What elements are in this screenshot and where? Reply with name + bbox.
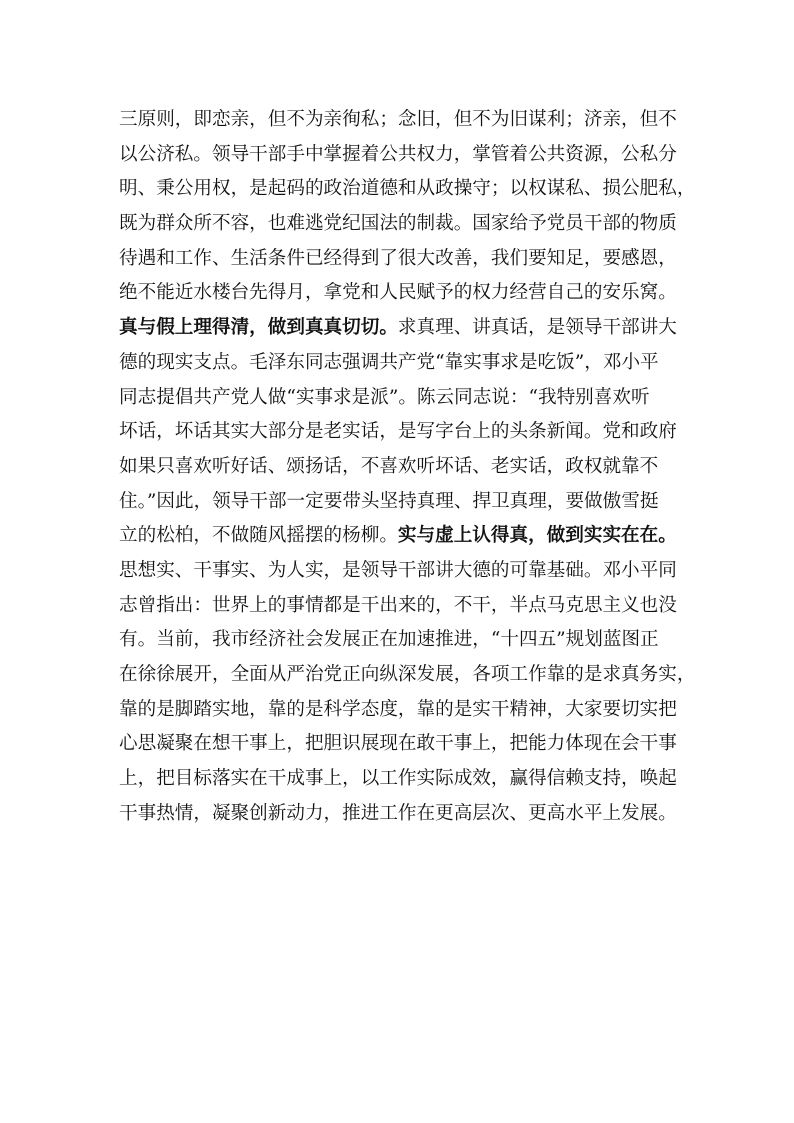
bold-heading-text: 实与虚上认得真，做到实实在在。 [397,525,677,547]
text-line [119,450,699,485]
text-line [119,276,699,311]
text-segment: 三原则，即恋亲，但不为亲徇私；念旧，但不为旧谋利；济亲，但不 [119,109,677,130]
text-segment: 明、秉公用权，是起码的政治道德和从政操守；以权谋私、损公肥私， [119,178,696,200]
text-line [119,589,699,624]
text-segment: 以公济私。领导干部手中掌握着公共权力，掌管着公共资源，公私分 [119,143,677,165]
text-segment: 上，把目标落实在干成事上，以工作实际成效，赢得信赖支持，唤起 [119,768,677,790]
text-line [119,485,699,520]
text-segment: 同志提倡共产党人做“实事求是派”。陈云同志说：“我特别喜欢听 [119,386,650,408]
text-segment: 绝不能近水楼台先得月，拿党和人民赋予的权力经营自己的安乐窝。 [119,282,677,304]
bold-heading-text: 真与假上理得清，做到真真切切。 [119,317,398,339]
text-line [119,727,699,762]
text-segment: 有。当前，我市经济社会发展正在加速推进，“十四五”规划蓝图正 [119,629,659,651]
body-text [119,103,699,831]
text-segment: 思想实、干事实、为人实，是领导干部讲大德的可靠基础。邓小平同 [119,559,677,581]
text-line [119,658,699,693]
text-line [119,172,699,207]
text-line [119,797,699,832]
text-line [119,554,699,589]
text-line [119,242,699,277]
text-segment: 住。”因此，领导干部一定要带头坚持真理、捍卫真理，要做傲雪挺 [119,490,659,512]
text-segment: 德的现实支点。毛泽东同志强调共产党“靠实事求是吃饭”，邓小平 [119,351,659,373]
text-segment: 立的松柏，不做随风摇摆的杨柳。 [119,525,398,547]
text-segment: 心思凝聚在想干事上，把胆识展现在敢干事上，把能力体现在会干事 [119,733,677,755]
text-line [119,381,699,416]
text-segment: 求真理、讲真话，是领导干部讲大 [397,317,677,339]
text-line [119,415,699,450]
text-line [119,762,699,797]
text-line [119,623,699,658]
text-segment: 靠的是脚踏实地，靠的是科学态度，靠的是实干精神，大家要切实把 [119,698,677,720]
text-line [119,346,699,381]
text-line [119,519,699,554]
text-line [119,693,699,728]
text-line [119,103,699,138]
text-segment: 志曾指出：世界上的事情都是干出来的，不干，半点马克思主义也没 [119,594,677,616]
text-segment: 坏话，坏话其实大部分是老实话，是写字台上的头条新闻。党和政府 [119,421,677,443]
text-line [119,311,699,346]
text-line [119,207,699,242]
text-segment: 待遇和工作、生活条件已经得到了很大改善，我们要知足，要感恩， [119,247,677,269]
text-segment: 如果只喜欢听好话、颂扬话，不喜欢听坏话、老实话，政权就靠不 [119,455,659,477]
text-segment: 在徐徐展开，全面从严治党正向纵深发展，各项工作靠的是求真务实， [119,664,696,685]
text-segment: 干事热情，凝聚创新动力，推进工作在更高层次、更高水平上发展。 [119,802,677,824]
text-line [119,138,699,173]
text-segment: 既为群众所不容，也难逃党纪国法的制裁。国家给予党员干部的物质 [119,213,677,235]
